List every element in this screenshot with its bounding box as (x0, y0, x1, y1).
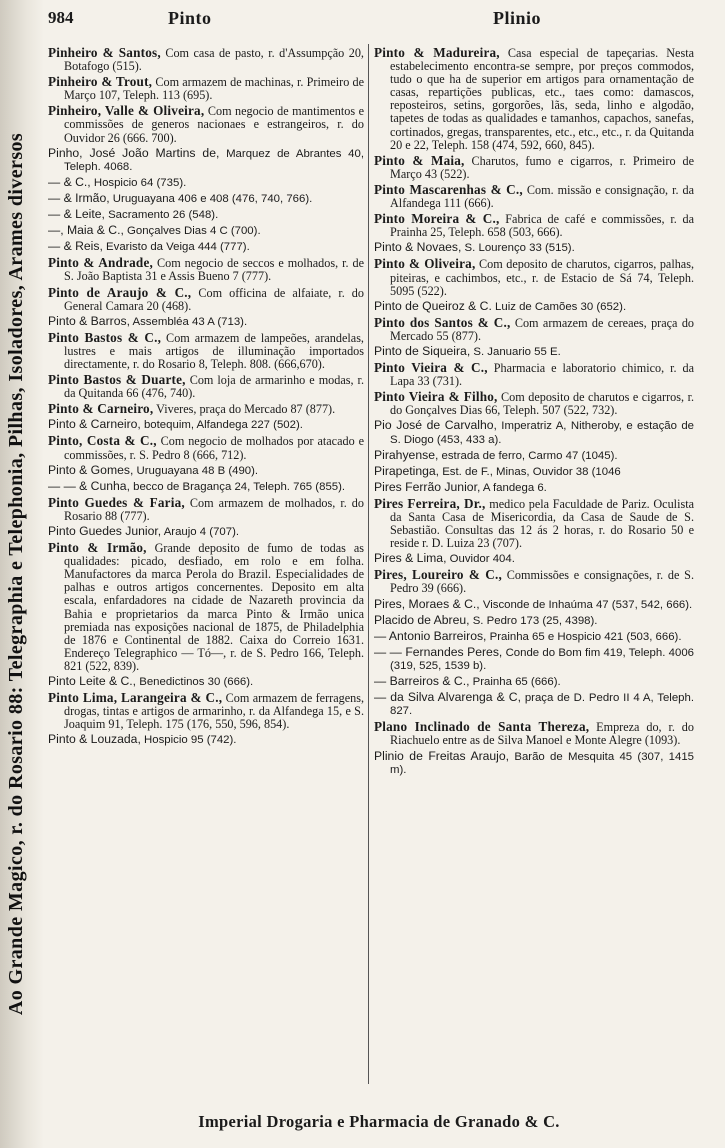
directory-entry (374, 691, 694, 718)
entry-name: Pinto & Oliveira, (374, 256, 476, 272)
entry-details: Ouvidor 404. (446, 553, 515, 566)
directory-entry (48, 224, 364, 238)
entry-details: Benedictinos 30 (666). (136, 676, 254, 689)
entry-name: Pinheiro & Trout, (48, 74, 153, 90)
directory-entry (374, 614, 694, 628)
entry-name: Pinto Leite & C., (48, 674, 137, 689)
directory-entry (374, 552, 694, 566)
entry-name: Pinto Mascarenhas & C., (374, 181, 523, 197)
entry-details: Luiz de Camões 30 (652). (491, 300, 627, 313)
directory-entry (374, 345, 694, 359)
directory-entry (374, 300, 694, 314)
directory-entry (48, 75, 364, 102)
entry-details: S. Pedro 173 (25, 4398). (469, 614, 598, 627)
entry-name: Pinto dos Santos & C., (374, 314, 511, 330)
entry-details: Araujo 4 (707). (161, 526, 240, 538)
entry-name: Pinto Vieira & Filho, (374, 389, 498, 405)
entry-name: Pinto & Novaes, (374, 240, 462, 255)
entry-name: — & Reis, (48, 239, 103, 254)
directory-entry (374, 46, 694, 152)
entry-name: Pinto de Araujo & C., (48, 284, 192, 300)
running-head-right: Plinio (493, 8, 542, 28)
directory-entry (48, 418, 364, 432)
entry-details: Com. missão e consignação, r. da Alfandega 111 (666). (390, 182, 694, 211)
entry-name: — Antonio Barreiros, (374, 628, 487, 643)
entry-name: Pires Ferrão Junior, (374, 479, 481, 494)
directory-entry (374, 646, 694, 673)
entry-details: medico pela Faculdade de Pariz. Oculista da Santa Casa de Misericordia, da Casa de Saude de S. Sebastião. Consultas das 12 ás 2 horas, r. do Rosario 50 e reside r. D. Luiza 23 (707). (390, 496, 694, 551)
entry-details: Com deposito de charutos e cigarros, r. do Gonçalves Dias 66, Teleph. 507 (522, 732). (390, 390, 694, 418)
directory-entry (48, 192, 364, 206)
directory-entry (48, 434, 364, 461)
entry-details: Com negocio de mantimentos e commissões de generos nacionaes e estrangeiros, r. do Ouvidor 26 (666. 700). (64, 104, 364, 145)
entry-details: Com armazem de machinas, r. Primeiro de Março 107, Teleph. 113 (695). (64, 75, 364, 103)
entry-details: Pharmacia e laboratorio chimico, r. da Lapa 33 (731). (390, 361, 694, 389)
directory-entry (374, 481, 694, 495)
entry-name: Pinto & Andrade, (48, 255, 154, 271)
entry-name: Pinto de Queiroz & C. (374, 298, 492, 313)
directory-entry (374, 598, 694, 612)
entry-name: — & Irmão, (48, 190, 110, 205)
page-number: 984 (48, 8, 74, 27)
entry-details: Com deposito de charutos, cigarros, palhas, piteiras, e cachimbos, etc., r. de Estacio de Sá 74, Teleph. 5095 (522). (390, 257, 694, 298)
entry-details: Uruguayana 48 B (490). (133, 464, 259, 477)
entry-details: Visconde de Inhaúma 47 (537, 542, 666). (479, 598, 693, 611)
entry-details: Hospicio 95 (742). (140, 734, 237, 747)
directory-entry (48, 733, 364, 747)
entry-details: Empreza do, r. do Riachuelo entre as de Silva Manoel e Monte Alegre (1093). (390, 720, 694, 748)
entry-details: Com officina de alfaiate, r. do General Camara 20 (468). (64, 285, 364, 313)
directory-entry (48, 691, 364, 731)
entry-name: Pirapetinga, (374, 463, 440, 478)
entry-name: Pinto & Maia, (374, 152, 465, 168)
directory-entry (374, 183, 694, 210)
entry-name: Pinto Bastos & Duarte, (48, 372, 186, 388)
entry-details: Imperatriz A, Nitheroby, e estação de S. Diogo (453, 433 a). (390, 420, 694, 446)
directory-entry (48, 176, 364, 190)
running-head-left: Pinto (168, 8, 212, 28)
entry-name: Pinto Moreira & C., (374, 211, 500, 227)
entry-name: Pinto Guedes & Faria, (48, 494, 185, 510)
entry-details: S. Januario 55 E. (470, 345, 561, 358)
entry-name: Pires, Loureiro & C., (374, 567, 502, 583)
entry-details: Charutos, fumo e cigarros, r. Primeiro de Março 43 (522). (390, 153, 694, 181)
directory-entry (374, 465, 694, 479)
entry-name: Pinto & Louzada, (48, 732, 141, 747)
entry-details: Com armazem de molhados, r. do Rosario 88 (777). (64, 495, 364, 523)
directory-entry (374, 241, 694, 255)
page-header (44, 8, 714, 30)
directory-entry (374, 419, 694, 446)
directory-entry (48, 331, 364, 371)
entry-details: Barão de Mesquita 45 (307, 1415 m). (390, 750, 694, 776)
entry-details: Casa especial de tapeçarias. Nesta estabelecimento encontra-se sempre, por preços commodos, tudo o que ha de superior em artigos para ornamentação de casas, repartições publicas, etc., taes como: damascos, reposteiros, setins, gorgorões, lãs, seda, linho e algodão, tapetes de todas as qualidades e tamanhos, capachos, sanefas, cortinados, gregas, transparentes, etc., etc., etc., r. da Quitanda 20 e 22, Teleph. 158 (474, 592, 660, 845). (390, 46, 694, 152)
entry-details: S. Lourenço 33 (515). (461, 242, 575, 255)
entry-name: Pirahyense, (374, 447, 439, 462)
directory-entry (374, 361, 694, 388)
footer-advertisement: Imperial Drogaria e Pharmacia de Granado & C. (198, 1112, 560, 1131)
directory-entry (374, 257, 694, 297)
right-column (374, 46, 694, 1086)
entry-details: Assembléa 43 A (713). (129, 315, 248, 328)
directory-entry (48, 208, 364, 222)
entry-name: Pinto Vieira & C., (374, 360, 488, 376)
entry-name: Pinto, Costa & C., (48, 433, 157, 449)
entry-details: botequim, Alfandega 227 (502). (140, 419, 303, 432)
entry-name: Pinto Bastos & C., (48, 329, 162, 345)
directory-entry (374, 720, 694, 747)
entry-name: Pinto Guedes Junior, (48, 524, 162, 538)
directory-entry (48, 240, 364, 254)
directory-entry (374, 212, 694, 239)
entry-details: Sacramento 26 (548). (104, 209, 219, 222)
entry-details: Com casa de pasto, r. d'Assumpção 20, Botafogo (515). (64, 46, 364, 74)
entry-name: Pinto & Gomes, (48, 462, 134, 477)
entry-name: — — & Cunha, (48, 478, 130, 493)
entry-name: Plinio de Freitas Araujo, (374, 748, 510, 763)
entry-name: Pires Ferreira, Dr., (374, 495, 486, 511)
entry-details: Hospicio 64 (735). (90, 176, 187, 189)
directory-entry (374, 390, 694, 417)
entry-name: Pinto & Carneiro, (48, 401, 154, 417)
directory-entry (374, 154, 694, 181)
entry-details: Commissões e consignações, r. de S. Pedro 39 (666). (390, 568, 694, 596)
entry-name: — & C., (48, 174, 91, 189)
entry-details: praça de D. Pedro II 4 A, Teleph. 827. (390, 692, 694, 718)
entry-name: Pinho, José João Martins de, (48, 145, 220, 160)
directory-entry (48, 464, 364, 478)
entry-name: Pinto de Siqueira, (374, 343, 471, 358)
side-advertisement: Ao Grande Magico, r. do Rosario 88: Telegraphia e Telephonia, Pilhas, Isoladores, Arames diversos (5, 132, 27, 1016)
entry-details: A fandega 6. (480, 481, 547, 494)
entry-name: — & Leite, (48, 207, 105, 222)
entry-name: Plano Inclinado de Santa Thereza, (374, 719, 590, 735)
entry-details: Com armazem de lampeões, arandelas, lustres e mais artigos de illuminação importados directamente, r. do Rosario 8, Teleph. 808. (666,670). (64, 330, 364, 371)
entry-details: Uruguayana 406 e 408 (476, 740, 766). (109, 192, 313, 205)
directory-entry (48, 675, 364, 689)
directory-entry (48, 147, 364, 174)
directory-entry (374, 630, 694, 644)
entry-details: Com armazem de ferragens, drogas, tintas e artigos de armarinho, r. da Alfandega 15, e S. Joaquim 91, Teleph. 175 (176, 550, 596, 854). (64, 691, 364, 732)
directory-entry (374, 316, 694, 343)
directory-entry (48, 402, 364, 416)
entry-details: Prainha 65 (666). (469, 676, 561, 689)
directory-entry (48, 541, 364, 673)
directory-entry (374, 675, 694, 689)
entry-details: Fabrica de café e commissões, r. da Prainha 25, Teleph. 658 (503, 666). (390, 212, 694, 240)
directory-entry (48, 256, 364, 283)
entry-name: Pinto & Irmão, (48, 540, 147, 556)
entry-details: Marquez de Abrantes 40, Teleph. 4068. (64, 147, 364, 173)
entry-name: —, Maia & C., (48, 223, 124, 238)
entry-name: Pinto & Carneiro, (48, 417, 141, 432)
entry-details: Gonçalves Dias 4 C (700). (123, 225, 261, 238)
entry-name: — — Fernandes Peres, (374, 644, 503, 659)
entry-details: Prainha 65 e Hospicio 421 (503, 666). (486, 630, 682, 643)
left-column (48, 46, 364, 1086)
entry-name: Pinto & Madureira, (374, 46, 500, 60)
directory-entry (48, 525, 364, 539)
directory-entry (48, 496, 364, 523)
directory-entry (48, 373, 364, 400)
entry-details: Com negocio de molhados por atacado e commissões, r. S. Pedro 8 (666, 712). (64, 434, 364, 462)
entry-name: Pio José de Carvalho, (374, 418, 497, 433)
entry-details: Est. de F., Minas, Ouvidor 38 (1046 (439, 465, 621, 478)
entry-name: Pinto & Barros, (48, 313, 130, 328)
entry-details: Evaristo da Veiga 444 (777). (102, 241, 250, 254)
directory-entry (374, 568, 694, 595)
column-divider (368, 44, 369, 1084)
entry-name: Placido de Abreu, (374, 612, 470, 627)
directory-entry (48, 286, 364, 313)
entry-name: Pires, Moraes & C., (374, 596, 480, 611)
directory-entry (374, 449, 694, 463)
entry-details: Com negocio de seccos e molhados, r. de S. João Baptista 31 e Assis Bueno 7 (777). (64, 256, 364, 284)
entry-details: Conde do Bom fim 419, Teleph. 4006 (319, 525, 1539 b). (390, 646, 694, 672)
entry-name: — Barreiros & C., (374, 674, 470, 689)
entry-name: Pires & Lima, (374, 551, 447, 566)
entry-details: becco de Bragança 24, Teleph. 765 (855). (129, 480, 346, 493)
entry-details: Grande deposito de fumo de todas as qualidades: picado, desfiado, em rolo e em folha. Manufactores da marca Perola do Brazil. Especialidades de palhas e outros artigos concernentes. Deposito em alta escala, enfardadores na cidade de Nazareth provincia da Bahia e proprietarios da marca Pinto & Irmão unica premiada nas exposições nacional de 1875, de Philadelphia de 1876 e Continental de 1882. Caixa do Correio 1631. Endereço Telegraphico — Tó—, r. de S. Pedro 166, Teleph. 821 (522, 839). (64, 541, 364, 673)
directory-entry (374, 750, 694, 777)
entry-name: Pinheiro & Santos, (48, 46, 161, 60)
entry-name: — da Silva Alvarenga & C, (374, 690, 521, 705)
entry-details: estrada de ferro, Carmo 47 (1045). (438, 449, 618, 462)
entry-details: Com armazem de cereaes, praça do Mercado 55 (877). (390, 315, 694, 343)
entry-details: Viveres, praça do Mercado 87 (877). (153, 402, 336, 417)
directory-entry (48, 46, 364, 73)
directory-entry (48, 104, 364, 144)
entry-name: Pinheiro, Valle & Oliveira, (48, 103, 205, 119)
entry-name: Pinto Lima, Larangeira & C., (48, 690, 223, 706)
directory-entry (374, 497, 694, 550)
entry-details: Com loja de armarinho e modas, r. da Quitanda 66 (476, 740). (64, 373, 364, 401)
directory-entry (48, 480, 364, 494)
directory-entry (48, 315, 364, 329)
